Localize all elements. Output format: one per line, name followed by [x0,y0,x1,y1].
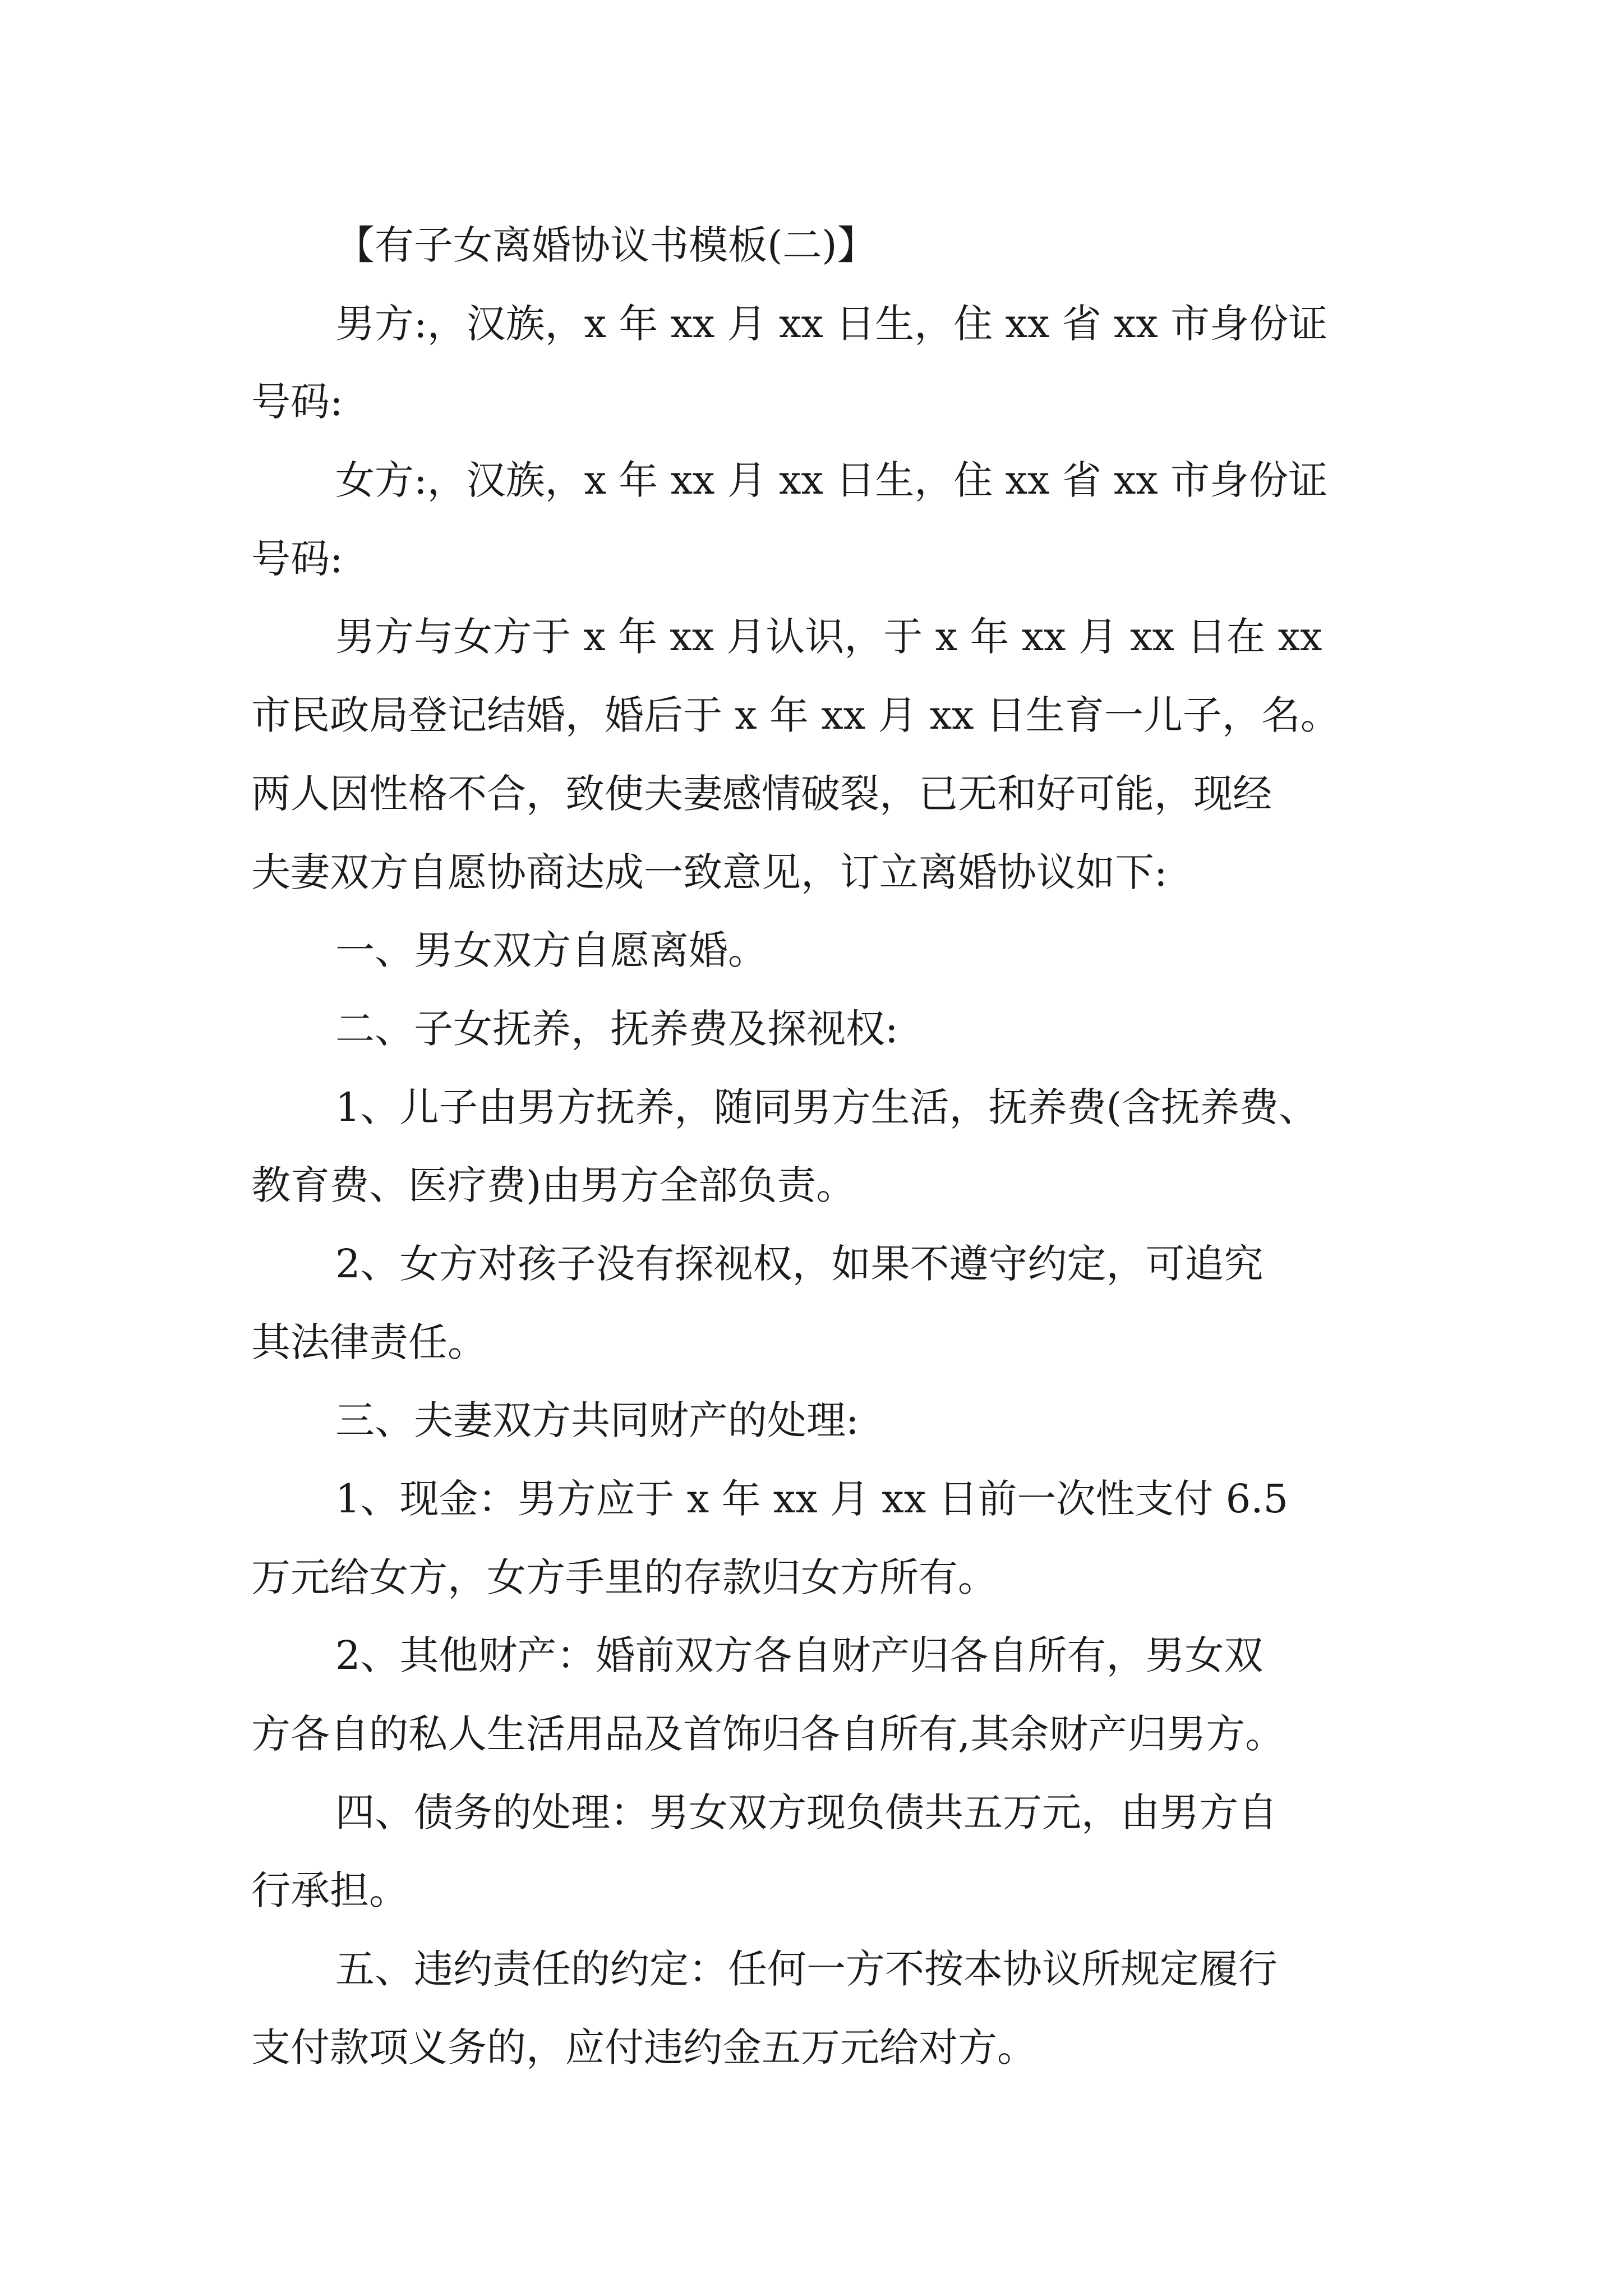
paragraph-line: 号码: [251,535,343,582]
paragraph-line: 其法律责任。 [251,1319,487,1365]
paragraph-clause-3 [251,1382,1378,1460]
paragraph-line: 二、子女抚养，抚养费及探视权: [335,1005,898,1052]
paragraph-line: 男方:，汉族，x 年 xx 月 xx 日生，住 xx 省 xx 市身份证 [335,300,1328,347]
paragraph-line: 一、男女双方自愿离婚。 [335,927,767,974]
paragraph-line: 五、违约责任的约定：任何一方不按本协议所规定履行 [335,1946,1278,1993]
paragraph-line: 教育费、医疗费)由男方全部负责。 [251,1162,856,1209]
paragraph-line: 2、女方对孩子没有探视权，如果不遵守约定，可追究 [335,1240,1264,1287]
paragraph-line: 号码: [251,379,343,425]
paragraph-line: 女方:，汉族，x 年 xx 月 xx 日生，住 xx 省 xx 市身份证 [335,457,1328,504]
document-body [251,206,1378,2087]
paragraph-clause-3-1 [251,1460,1378,1617]
paragraph-line: 1、儿子由男方抚养，随同男方生活，抚养费(含抚养费、 [335,1084,1318,1130]
paragraph-clause-2-2 [251,1225,1378,1382]
paragraph-line: 夫妻双方自愿协商达成一致意见，订立离婚协议如下: [251,849,1168,895]
paragraph-line: 支付款项义务的，应付违约金五万元给对方。 [251,2024,1036,2070]
paragraph-clause-5 [251,1930,1378,2087]
paragraph-clause-4 [251,1774,1378,1930]
paragraph-line: 1、现金：男方应于 x 年 xx 月 xx 日前一次性支付 6.5 [335,1476,1289,1522]
paragraph-woman [251,441,1378,598]
paragraph-line: 两人因性格不合，致使夫妻感情破裂，已无和好可能，现经 [251,770,1272,817]
paragraph-background [251,598,1378,912]
paragraph-clause-1 [251,912,1378,990]
paragraph-line: 2、其他财产：婚前双方各自财产归各自所有，男女双 [335,1632,1264,1679]
document-title: 【有子女离婚协议书模板(二)】 [335,222,877,268]
paragraph-line: 行承担。 [251,1867,408,1914]
paragraph-line: 三、夫妻双方共同财产的处理: [335,1397,859,1444]
paragraph-line: 四、债务的处理：男女双方现负债共五万元，由男方自 [335,1789,1278,1835]
paragraph-line: 男方与女方于 x 年 xx 月认识，于 x 年 xx 月 xx 日在 xx [335,614,1322,660]
paragraph-clause-2-1 [251,1069,1378,1225]
paragraph-line: 市民政局登记结婚，婚后于 x 年 xx 月 xx 日生育一儿子，名。 [251,692,1340,739]
paragraph-clause-2 [251,990,1378,1069]
paragraph-man [251,285,1378,441]
paragraph-line: 方各自的私人生活用品及首饰归各自所有,其余财产归男方。 [251,1711,1285,1757]
paragraph-clause-3-2 [251,1617,1378,1773]
paragraph-line: 万元给女方，女方手里的存款归女方所有。 [251,1554,997,1600]
